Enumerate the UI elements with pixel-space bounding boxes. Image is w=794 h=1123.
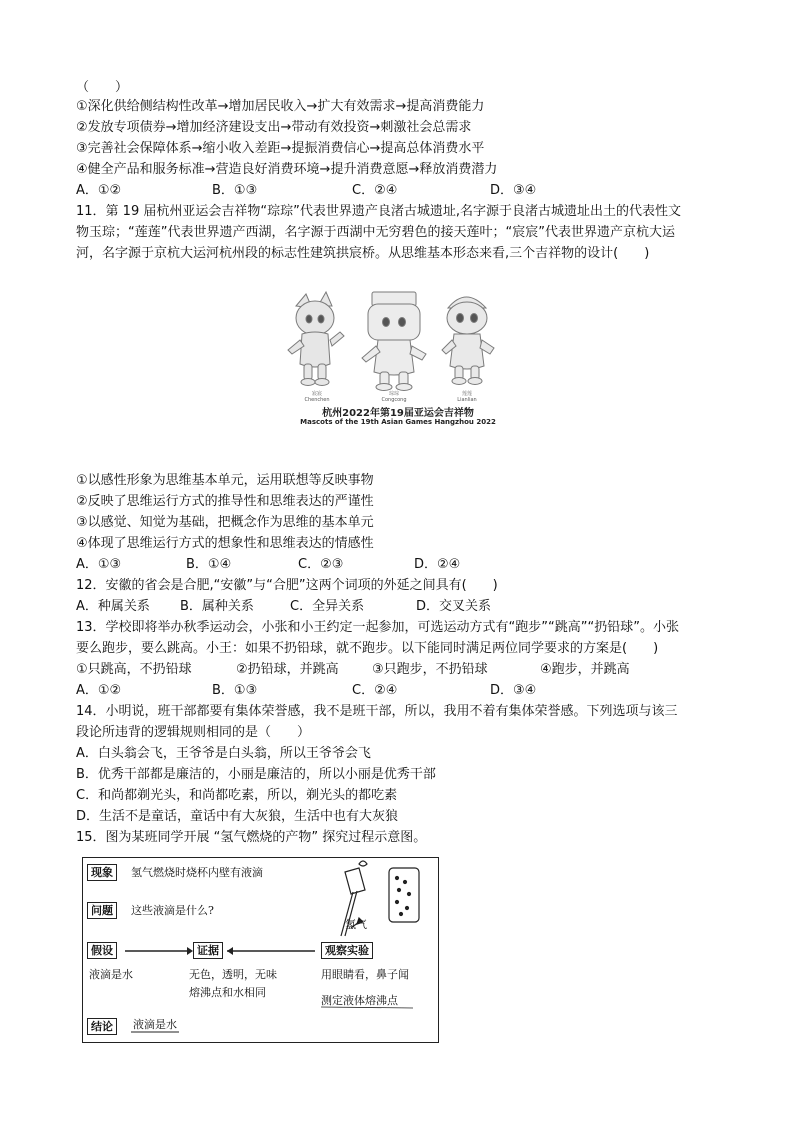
q14-choice-d[interactable]: D．生活不是童话，童话中有大灰狼，生活中也有大灰狼 <box>76 809 399 824</box>
experiment-line-1: 用眼睛看，鼻子闻 <box>321 968 409 981</box>
mascot-name-3: 莲莲 Lianlian <box>457 391 477 403</box>
figure-caption-cn: 杭州2022年第19届亚运会吉祥物 <box>322 408 474 419</box>
q14-stem-line-2: 段论所违背的逻辑规则相同的是（ ） <box>76 725 311 740</box>
experiment-line-2: 测定液体熔沸点 <box>321 994 398 1007</box>
q13-item-3: ③只跑步，不扔铅球 <box>372 662 488 677</box>
evidence-label: 证据 <box>193 942 223 959</box>
q11-item-4: ④体现了思维运行方式的想象性和思维表达的情感性 <box>76 536 374 551</box>
q11-item-2: ②反映了思维运行方式的推导性和思维表达的严谨性 <box>76 494 374 509</box>
question-label: 问题 <box>87 902 117 919</box>
q11-option-d[interactable]: D．②④ <box>414 557 461 572</box>
q14-choice-a[interactable]: A．白头翁会飞，王爷爷是白头翁，所以王爷爷会飞 <box>76 746 371 761</box>
figure-caption-en: Mascots of the 19th Asian Games Hangzhou 2022 <box>300 418 496 426</box>
q12-option-d[interactable]: D．交叉关系 <box>416 599 492 614</box>
evidence-line-1: 无色，透明，无味 <box>189 968 277 981</box>
q13-option-b[interactable]: B．①③ <box>212 683 258 698</box>
q11-option-b[interactable]: B．①④ <box>186 557 232 572</box>
q10-paren: （ ） <box>76 80 129 95</box>
mascot-chenchen <box>288 292 344 386</box>
q13-item-1: ①只跳高，不扔铅球 <box>76 662 192 677</box>
mascot-lianlian <box>442 297 494 385</box>
q10-item-4: ④健全产品和服务标准→营造良好消费环境→提升消费意愿→释放消费潜力 <box>76 162 498 177</box>
q14-stem-line-1: 14．小明说，班干部都要有集体荣誉感，我不是班干部，所以，我用不着有集体荣誉感。下列选项与该三 <box>76 704 678 719</box>
q13-option-a[interactable]: A．①② <box>76 683 122 698</box>
q14-choice-c[interactable]: C．和尚都剃光头，和尚都吃素，所以，剃光头的都吃素 <box>76 788 398 803</box>
gas-label: 氢气 <box>345 918 367 931</box>
mascots-figure <box>282 288 514 436</box>
diagram-arrows <box>83 858 438 1042</box>
q11-item-1: ①以感性形象为思维基本单元，运用联想等反映事物 <box>76 473 374 488</box>
hypothesis-label: 假设 <box>87 942 117 959</box>
q10-option-a[interactable]: A．①② <box>76 183 122 198</box>
phenomenon-label: 现象 <box>87 864 117 881</box>
mascot-name-2: 琮琮 Congcong <box>381 391 407 403</box>
q11-option-c[interactable]: C．②③ <box>298 557 344 572</box>
evidence-line-2: 熔沸点和水相同 <box>189 986 266 999</box>
q10-option-c[interactable]: C．②④ <box>352 183 398 198</box>
q11-item-3: ③以感觉、知觉为基础，把概念作为思维的基本单元 <box>76 515 374 530</box>
q13-option-c[interactable]: C．②④ <box>352 683 398 698</box>
q12-option-a[interactable]: A．种属关系 <box>76 599 150 614</box>
conclusion-label: 结论 <box>87 1018 117 1035</box>
q13-option-d[interactable]: D．③④ <box>490 683 537 698</box>
q12-stem: 12．安徽的省会是合肥,“安徽”与“合肥”这两个词项的外延之间具有( ) <box>76 578 498 593</box>
q11-stem-line-3: 河，名字源于京杭大运河杭州段的标志性建筑拱宸桥。从思维基本形态来看,三个吉祥物的设计( ) <box>76 246 650 261</box>
question-text: 这些液滴是什么? <box>131 904 214 917</box>
mascot-congcong <box>362 292 426 391</box>
q11-stem-line-2: 物玉琮；“莲莲”代表世界遗产西湖，名字源于西湖中无穷碧色的接天莲叶；“宸宸”代表世界遗产京杭大运 <box>76 225 675 240</box>
q13-stem-line-2: 要么跑步，要么跳高。小王：如果不扔铅球，就不跑步。以下能同时满足两位同学要求的方案是( ) <box>76 641 659 656</box>
q10-option-d[interactable]: D．③④ <box>490 183 537 198</box>
inquiry-diagram <box>82 857 439 1043</box>
hypothesis-text: 液滴是水 <box>89 968 133 981</box>
q10-item-3: ③完善社会保障体系→缩小收入差距→提振消费信心→提高总体消费水平 <box>76 141 485 156</box>
q13-item-4: ④跑步，并跳高 <box>540 662 630 677</box>
q10-item-1: ①深化供给侧结构性改革→增加居民收入→扩大有效需求→提高消费能力 <box>76 99 485 114</box>
experiment-label: 观察实验 <box>321 942 373 959</box>
mascot-name-1: 宸宸 Chenchen <box>304 391 330 403</box>
q14-choice-b[interactable]: B．优秀干部都是廉洁的，小丽是廉洁的，所以小丽是优秀干部 <box>76 767 436 782</box>
q11-stem-line-1: 11．第 19 届杭州亚运会吉祥物“琮琮”代表世界遗产良渚古城遗址,名字源于良渚古城遗址出土的代表性文 <box>76 204 681 219</box>
q13-item-2: ②扔铅球，并跳高 <box>236 662 339 677</box>
q15-stem: 15．图为某班同学开展 “氢气燃烧的产物” 探究过程示意图。 <box>76 830 427 845</box>
q12-option-c[interactable]: C．全异关系 <box>290 599 365 614</box>
conclusion-text: 液滴是水 <box>133 1018 177 1031</box>
phenomenon-text: 氢气燃烧时烧杯内壁有液滴 <box>131 866 263 879</box>
q13-stem-line-1: 13．学校即将举办秋季运动会，小张和小王约定一起参加，可选运动方式有“跑步”“跳高”“扔铅球”。小张 <box>76 620 679 635</box>
q12-option-b[interactable]: B．属种关系 <box>180 599 254 614</box>
q11-option-a[interactable]: A．①③ <box>76 557 122 572</box>
q10-option-b[interactable]: B．①③ <box>212 183 258 198</box>
q10-item-2: ②发放专项债券→增加经济建设支出→带动有效投资→刺激社会总需求 <box>76 120 472 135</box>
